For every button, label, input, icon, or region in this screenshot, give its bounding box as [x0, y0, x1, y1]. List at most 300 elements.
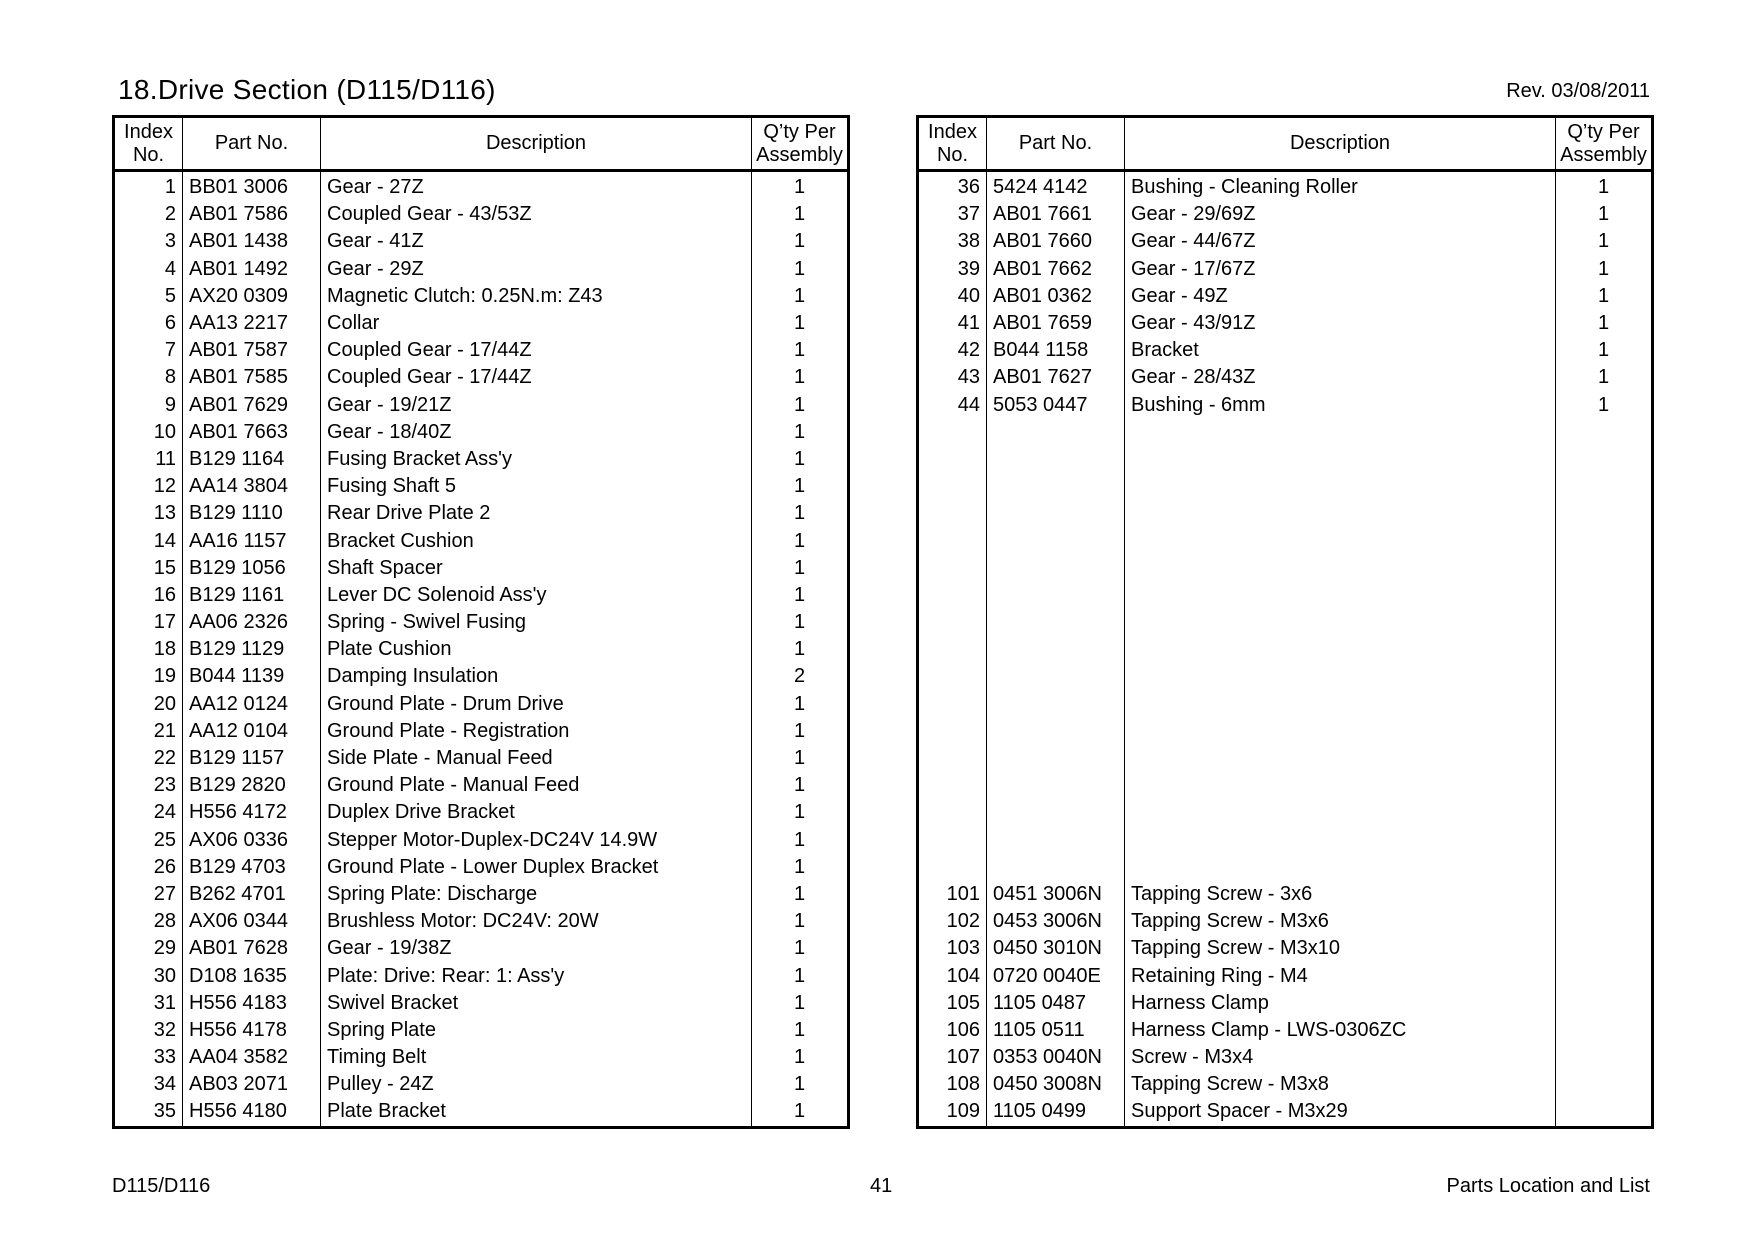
index-cell: 22 [114, 745, 183, 772]
table-row [918, 201, 1653, 228]
part-number-cell: B129 2820 [183, 772, 321, 799]
index-cell: 108 [918, 1071, 987, 1098]
part-number-cell: B129 1110 [183, 500, 321, 527]
part-number-cell: B044 1139 [183, 663, 321, 690]
description-cell [1125, 527, 1556, 554]
description-cell: Tapping Screw - 3x6 [1125, 881, 1556, 908]
table-row [918, 663, 1653, 690]
index-cell: 25 [114, 827, 183, 854]
part-number-cell [987, 854, 1125, 881]
description-cell: Coupled Gear - 17/44Z [321, 337, 752, 364]
table-row [114, 1017, 849, 1044]
part-no-header: Part No. [183, 117, 321, 171]
table-row [918, 392, 1653, 419]
revision-date: Rev. 03/08/2011 [1506, 80, 1650, 102]
table-row [918, 609, 1653, 636]
description-cell: Damping Insulation [321, 663, 752, 690]
index-cell [918, 419, 987, 446]
table-row [114, 256, 849, 283]
table-row [114, 419, 849, 446]
quantity-cell [1556, 500, 1653, 527]
index-cell: 30 [114, 962, 183, 989]
part-number-cell: 1105 0487 [987, 990, 1125, 1017]
table-row [918, 962, 1653, 989]
description-cell: Gear - 19/21Z [321, 392, 752, 419]
quantity-cell: 1 [793, 556, 806, 579]
quantity-cell: 1 [793, 638, 806, 661]
quantity-cell [1556, 473, 1653, 500]
index-cell: 9 [114, 392, 183, 419]
quantity-cell: 1 [793, 257, 806, 280]
description-cell: Ground Plate - Manual Feed [321, 772, 752, 799]
part-number-cell: AX20 0309 [183, 283, 321, 310]
index-cell: 19 [114, 663, 183, 690]
quantity-cell: 1 [793, 719, 806, 742]
table-row [918, 827, 1653, 854]
table-row [114, 283, 849, 310]
quantity-cell: 1 [793, 964, 806, 987]
parts-table-right [916, 115, 1654, 1129]
index-cell: 11 [114, 446, 183, 473]
quantity-cell: 1 [793, 339, 806, 362]
index-cell: 33 [114, 1044, 183, 1071]
parts-table-left-body [114, 171, 849, 1128]
part-number-cell: AA04 3582 [183, 1044, 321, 1071]
description-cell: Support Spacer - M3x29 [1125, 1098, 1556, 1127]
table-row [114, 962, 849, 989]
quantity-cell: 1 [1597, 203, 1610, 226]
description-cell: Bracket Cushion [321, 527, 752, 554]
description-cell: Plate: Drive: Rear: 1: Ass'y [321, 962, 752, 989]
description-cell [1125, 636, 1556, 663]
description-cell: Bushing - Cleaning Roller [1125, 171, 1556, 202]
part-number-cell: B129 1161 [183, 582, 321, 609]
part-number-cell: B262 4701 [183, 881, 321, 908]
index-cell: 109 [918, 1098, 987, 1127]
table-row [114, 1098, 849, 1127]
quantity-cell [1556, 1071, 1653, 1098]
index-cell: 8 [114, 364, 183, 391]
table-row [918, 1017, 1653, 1044]
part-number-cell: AB01 7585 [183, 364, 321, 391]
quantity-cell: 1 [793, 393, 806, 416]
quantity-cell: 1 [793, 910, 806, 933]
part-number-cell: AB01 7659 [987, 310, 1125, 337]
table-row [918, 473, 1653, 500]
part-number-cell: AB01 7629 [183, 392, 321, 419]
quantity-cell [1556, 908, 1653, 935]
part-number-cell: 0353 0040N [987, 1044, 1125, 1071]
description-cell: Harness Clamp [1125, 990, 1556, 1017]
index-cell [918, 636, 987, 663]
part-number-cell: H556 4180 [183, 1098, 321, 1127]
index-header: Index No. [918, 117, 987, 171]
index-cell: 44 [918, 392, 987, 419]
description-cell: Swivel Bracket [321, 990, 752, 1017]
quantity-cell: 1 [793, 611, 806, 634]
table-row [114, 310, 849, 337]
part-number-cell: 0450 3010N [987, 935, 1125, 962]
table-row [114, 772, 849, 799]
index-cell: 35 [114, 1098, 183, 1127]
index-cell: 18 [114, 636, 183, 663]
table-row [114, 609, 849, 636]
description-cell [1125, 827, 1556, 854]
index-cell: 15 [114, 555, 183, 582]
index-cell: 37 [918, 201, 987, 228]
part-number-cell: AB01 7586 [183, 201, 321, 228]
part-number-cell [987, 446, 1125, 473]
description-cell: Gear - 29Z [321, 256, 752, 283]
quantity-cell [1556, 691, 1653, 718]
table-row [114, 908, 849, 935]
quantity-cell: 1 [793, 502, 806, 525]
description-cell: Gear - 41Z [321, 228, 752, 255]
index-cell [918, 609, 987, 636]
part-number-cell [987, 799, 1125, 826]
quantity-cell: 1 [793, 1073, 806, 1096]
table-row [918, 527, 1653, 554]
quantity-cell: 1 [1597, 339, 1610, 362]
index-cell: 3 [114, 228, 183, 255]
index-cell [918, 854, 987, 881]
part-number-cell [987, 772, 1125, 799]
quantity-cell: 1 [793, 475, 806, 498]
table-row [918, 171, 1653, 202]
part-number-cell: AB01 0362 [987, 283, 1125, 310]
description-cell: Rear Drive Plate 2 [321, 500, 752, 527]
quantity-cell [1556, 799, 1653, 826]
quantity-cell [1556, 446, 1653, 473]
table-row [918, 1071, 1653, 1098]
quantity-cell [1556, 636, 1653, 663]
table-row [114, 201, 849, 228]
description-cell: Collar [321, 310, 752, 337]
index-cell: 17 [114, 609, 183, 636]
index-cell: 13 [114, 500, 183, 527]
part-number-cell: B044 1158 [987, 337, 1125, 364]
description-cell: Gear - 44/67Z [1125, 228, 1556, 255]
quantity-cell [1556, 718, 1653, 745]
part-number-cell [987, 500, 1125, 527]
part-number-cell [987, 745, 1125, 772]
description-cell [1125, 419, 1556, 446]
index-cell [918, 718, 987, 745]
index-cell [918, 527, 987, 554]
index-cell: 10 [114, 419, 183, 446]
table-row [114, 935, 849, 962]
description-cell: Tapping Screw - M3x6 [1125, 908, 1556, 935]
table-row [918, 1098, 1653, 1127]
index-cell: 1 [114, 171, 183, 202]
part-number-cell: AB01 7663 [183, 419, 321, 446]
index-cell: 26 [114, 854, 183, 881]
description-header: Description [321, 117, 752, 171]
table-row [114, 718, 849, 745]
description-header: Description [1125, 117, 1556, 171]
description-cell [1125, 691, 1556, 718]
part-number-cell: AA12 0104 [183, 718, 321, 745]
description-cell: Magnetic Clutch: 0.25N.m: Z43 [321, 283, 752, 310]
quantity-cell: 1 [1597, 284, 1610, 307]
quantity-cell: 1 [793, 203, 806, 226]
description-cell: Duplex Drive Bracket [321, 799, 752, 826]
description-cell: Tapping Screw - M3x8 [1125, 1071, 1556, 1098]
quantity-cell: 1 [793, 937, 806, 960]
table-row [918, 419, 1653, 446]
index-cell: 102 [918, 908, 987, 935]
quantity-cell: 1 [1597, 366, 1610, 389]
index-cell [918, 827, 987, 854]
quantity-cell: 1 [793, 447, 806, 470]
table-row [918, 582, 1653, 609]
quantity-cell [1556, 827, 1653, 854]
part-number-cell: AA16 1157 [183, 527, 321, 554]
part-number-cell: 1105 0511 [987, 1017, 1125, 1044]
quantity-cell: 1 [1597, 393, 1610, 416]
part-number-cell [987, 419, 1125, 446]
quantity-cell: 1 [793, 366, 806, 389]
description-cell [1125, 772, 1556, 799]
index-header: Index No. [114, 117, 183, 171]
index-cell [918, 500, 987, 527]
quantity-cell: 1 [1597, 257, 1610, 280]
table-row [114, 1071, 849, 1098]
index-cell: 38 [918, 228, 987, 255]
description-cell: Gear - 28/43Z [1125, 364, 1556, 391]
table-row [918, 1044, 1653, 1071]
description-cell: Pulley - 24Z [321, 1071, 752, 1098]
table-row [918, 228, 1653, 255]
part-number-cell: AX06 0336 [183, 827, 321, 854]
quantity-cell [1556, 419, 1653, 446]
table-row [918, 337, 1653, 364]
index-cell: 29 [114, 935, 183, 962]
part-number-cell: AB01 7660 [987, 228, 1125, 255]
index-cell: 24 [114, 799, 183, 826]
table-row [114, 663, 849, 690]
part-number-cell: D108 1635 [183, 962, 321, 989]
footer-section: Parts Location and List [1446, 1175, 1650, 1197]
table-row [114, 228, 849, 255]
part-number-cell: 0720 0040E [987, 962, 1125, 989]
description-cell: Gear - 43/91Z [1125, 310, 1556, 337]
quantity-cell: 1 [793, 312, 806, 335]
index-cell: 14 [114, 527, 183, 554]
description-cell: Coupled Gear - 17/44Z [321, 364, 752, 391]
description-cell [1125, 555, 1556, 582]
part-number-cell [987, 691, 1125, 718]
part-number-cell: B129 1129 [183, 636, 321, 663]
index-cell: 43 [918, 364, 987, 391]
table-row [114, 392, 849, 419]
table-row [114, 171, 849, 202]
index-cell: 101 [918, 881, 987, 908]
parts-table-right-body [918, 171, 1653, 1128]
page-title: 18.Drive Section (D115/D116) [118, 74, 496, 105]
part-number-cell: 1105 0499 [987, 1098, 1125, 1127]
quantity-cell: 1 [793, 692, 806, 715]
table-row [918, 854, 1653, 881]
quantity-cell [1556, 881, 1653, 908]
description-cell: Timing Belt [321, 1044, 752, 1071]
part-number-cell [987, 555, 1125, 582]
description-cell [1125, 609, 1556, 636]
part-number-cell [987, 636, 1125, 663]
description-cell: Ground Plate - Drum Drive [321, 691, 752, 718]
description-cell: Gear - 29/69Z [1125, 201, 1556, 228]
index-cell: 107 [918, 1044, 987, 1071]
quantity-cell [1556, 555, 1653, 582]
index-cell: 6 [114, 310, 183, 337]
table-row [114, 636, 849, 663]
index-cell: 34 [114, 1071, 183, 1098]
quantity-cell: 1 [793, 991, 806, 1014]
table-row [918, 881, 1653, 908]
index-cell: 23 [114, 772, 183, 799]
index-cell: 7 [114, 337, 183, 364]
part-number-cell [987, 473, 1125, 500]
table-row [114, 555, 849, 582]
description-cell [1125, 500, 1556, 527]
part-number-cell: 0453 3006N [987, 908, 1125, 935]
description-cell [1125, 854, 1556, 881]
part-number-cell: AB01 1438 [183, 228, 321, 255]
description-cell: Gear - 49Z [1125, 283, 1556, 310]
index-cell [918, 772, 987, 799]
part-number-cell: AA14 3804 [183, 473, 321, 500]
table-row [918, 446, 1653, 473]
quantity-cell [1556, 772, 1653, 799]
index-cell [918, 745, 987, 772]
description-cell: Bracket [1125, 337, 1556, 364]
part-number-cell: AA13 2217 [183, 310, 321, 337]
description-cell: Stepper Motor-Duplex-DC24V 14.9W [321, 827, 752, 854]
description-cell: Bushing - 6mm [1125, 392, 1556, 419]
quantity-cell: 1 [793, 774, 806, 797]
part-number-cell: H556 4178 [183, 1017, 321, 1044]
description-cell: Brushless Motor: DC24V: 20W [321, 908, 752, 935]
part-number-cell: AB01 1492 [183, 256, 321, 283]
description-cell: Coupled Gear - 43/53Z [321, 201, 752, 228]
quantity-cell: 1 [793, 1100, 806, 1123]
table-row [114, 745, 849, 772]
parts-table-left [112, 115, 850, 1129]
index-cell: 16 [114, 582, 183, 609]
index-cell: 4 [114, 256, 183, 283]
quantity-cell [1556, 1098, 1653, 1127]
part-number-cell [987, 582, 1125, 609]
index-cell: 31 [114, 990, 183, 1017]
quantity-cell: 1 [793, 583, 806, 606]
quantity-cell: 1 [793, 747, 806, 770]
quantity-cell [1556, 990, 1653, 1017]
part-number-cell: AB03 2071 [183, 1071, 321, 1098]
description-cell: Screw - M3x4 [1125, 1044, 1556, 1071]
table-row [918, 256, 1653, 283]
index-cell [918, 473, 987, 500]
part-number-cell [987, 827, 1125, 854]
index-cell [918, 555, 987, 582]
description-cell: Gear - 27Z [321, 171, 752, 202]
index-cell: 20 [114, 691, 183, 718]
part-number-cell: AA12 0124 [183, 691, 321, 718]
table-row [918, 908, 1653, 935]
quantity-cell [1556, 1017, 1653, 1044]
description-cell: Spring - Swivel Fusing [321, 609, 752, 636]
part-number-cell: 0451 3006N [987, 881, 1125, 908]
description-cell: Tapping Screw - M3x10 [1125, 935, 1556, 962]
description-cell [1125, 582, 1556, 609]
index-cell [918, 663, 987, 690]
part-number-cell: B129 4703 [183, 854, 321, 881]
table-row [114, 799, 849, 826]
index-cell: 32 [114, 1017, 183, 1044]
table-row [918, 364, 1653, 391]
index-cell: 21 [114, 718, 183, 745]
part-number-cell: H556 4172 [183, 799, 321, 826]
quantity-cell [1556, 1044, 1653, 1071]
table-row [918, 772, 1653, 799]
table-row [114, 854, 849, 881]
description-cell: Fusing Shaft 5 [321, 473, 752, 500]
quantity-cell [1556, 527, 1653, 554]
table-row [918, 636, 1653, 663]
quantity-cell: 1 [1597, 312, 1610, 335]
index-cell: 5 [114, 283, 183, 310]
table-row [114, 582, 849, 609]
description-cell: Fusing Bracket Ass'y [321, 446, 752, 473]
qty-header: Q’ty Per Assembly [752, 117, 849, 171]
part-number-cell: B129 1157 [183, 745, 321, 772]
quantity-cell: 1 [793, 230, 806, 253]
part-number-cell: AB01 7628 [183, 935, 321, 962]
description-cell: Gear - 19/38Z [321, 935, 752, 962]
part-number-cell: AB01 7662 [987, 256, 1125, 283]
description-cell: Side Plate - Manual Feed [321, 745, 752, 772]
quantity-cell [1556, 854, 1653, 881]
description-cell: Spring Plate: Discharge [321, 881, 752, 908]
part-no-header: Part No. [987, 117, 1125, 171]
table-row [114, 1044, 849, 1071]
part-number-cell: AB01 7627 [987, 364, 1125, 391]
part-number-cell [987, 718, 1125, 745]
part-number-cell: AX06 0344 [183, 908, 321, 935]
description-cell: Harness Clamp - LWS-0306ZC [1125, 1017, 1556, 1044]
part-number-cell: 0450 3008N [987, 1071, 1125, 1098]
table-row [114, 337, 849, 364]
part-number-cell: 5053 0447 [987, 392, 1125, 419]
table-row [114, 446, 849, 473]
quantity-cell [1556, 962, 1653, 989]
table-row [918, 691, 1653, 718]
quantity-cell: 1 [793, 855, 806, 878]
description-cell [1125, 663, 1556, 690]
quantity-cell: 1 [793, 420, 806, 443]
quantity-cell: 1 [793, 176, 806, 199]
quantity-cell: 1 [1597, 176, 1610, 199]
quantity-cell: 1 [793, 284, 806, 307]
part-number-cell [987, 663, 1125, 690]
table-row [114, 881, 849, 908]
index-cell: 39 [918, 256, 987, 283]
table-row [918, 500, 1653, 527]
description-cell: Plate Cushion [321, 636, 752, 663]
table-row [114, 990, 849, 1017]
table-row [918, 990, 1653, 1017]
quantity-cell [1556, 663, 1653, 690]
index-cell [918, 691, 987, 718]
